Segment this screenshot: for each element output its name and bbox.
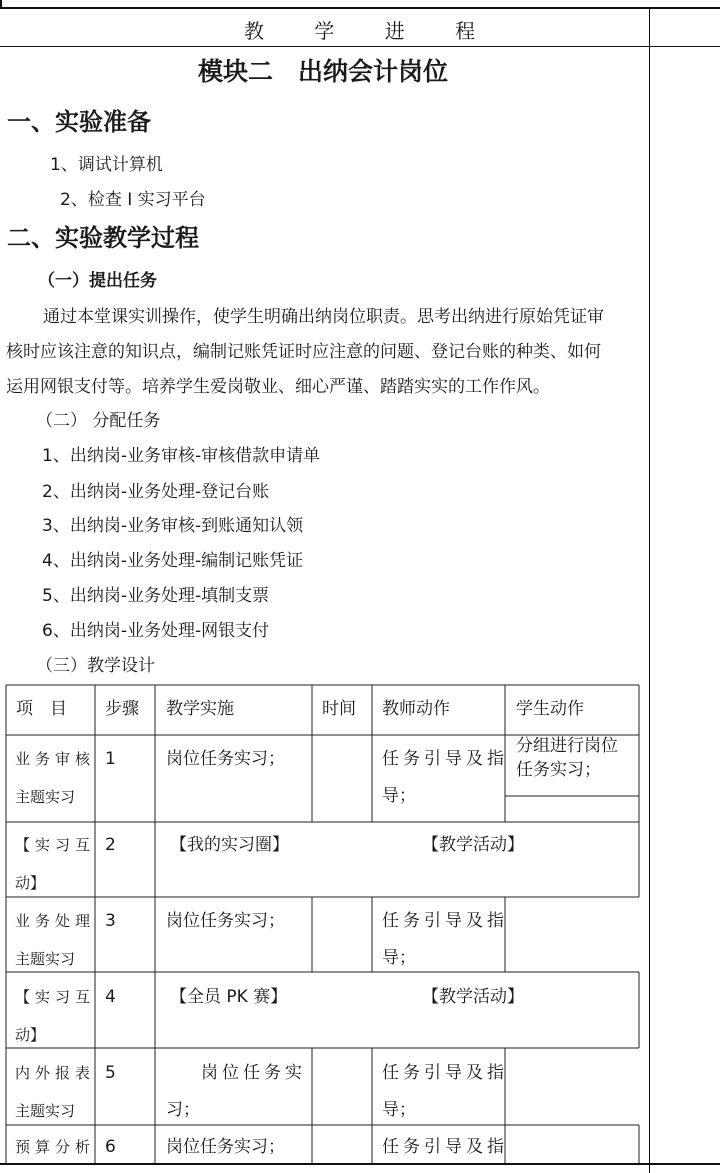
task-item-3: 3、出纳岗-业务审核-到账通知认领: [42, 516, 304, 536]
task-item-1: 1、出纳岗-业务审核-审核借款申请单: [42, 446, 321, 466]
table-row-4-step: 4: [105, 987, 116, 1007]
table-row-6-step: 6: [105, 1137, 116, 1157]
subsection-teaching-design: （三）教学设计: [36, 656, 155, 676]
page-header-title: 教 学 进 程: [244, 19, 498, 43]
table-row-5-implementation-line-2: 习；: [166, 1100, 200, 1120]
table-row-1-teacher-line-1: 任务引导及指: [382, 749, 508, 769]
table-row-1-student-line-2: 任务实习；: [516, 760, 601, 780]
table-row-3-teacher-line-1: 任务引导及指: [382, 911, 508, 931]
table-row-2-item-line-2: 动】: [15, 874, 46, 892]
subsection-assign-task: （二） 分配任务: [36, 411, 161, 431]
table-header-teacher: 教师动作: [382, 699, 450, 719]
table-row-2-step: 2: [105, 835, 116, 855]
table-row-1-item-line-2: 主题实习: [15, 788, 76, 806]
task-item-2: 2、出纳岗-业务处理-登记台账: [42, 482, 270, 502]
table-header-step: 步骤: [105, 699, 139, 719]
task-item-5: 5、出纳岗-业务处理-填制支票: [42, 586, 270, 606]
table-row-3-item-line-2: 主题实习: [15, 950, 76, 968]
subsection-propose-task: （一）提出任务: [38, 271, 157, 291]
table-row-3-step: 3: [105, 911, 116, 931]
table-row-6-implementation: 岗位任务实习；: [166, 1137, 285, 1157]
table-row-4-item-line-2: 动】: [15, 1026, 46, 1044]
table-row-5-teacher-line-1: 任务引导及指: [382, 1063, 508, 1083]
table-header-time: 时间: [322, 699, 356, 719]
task-paragraph-line-1: 通过本堂课实训操作，使学生明确出纳岗位职责。思考出纳进行原始凭证审: [43, 307, 604, 327]
section1-title: 一、实验准备: [7, 108, 151, 136]
table-row-2-item-line-1: 【实习互: [15, 836, 96, 854]
task-item-4: 4、出纳岗-业务处理-编制记账凭证: [42, 551, 304, 571]
table-row-2-implementation: 【我的实习圈】: [170, 835, 289, 855]
task-paragraph-line-2: 核时应该注意的知识点，编制记账凭证时应注意的问题、登记台账的种类、如何: [6, 342, 601, 362]
table-row-6-teacher-line-1: 任务引导及指: [382, 1137, 508, 1157]
task-paragraph-line-3: 运用网银支付等。培养学生爱岗敬业、细心严谨、踏踏实实的工作作风。: [6, 377, 550, 397]
module-title: 模块二 出纳会计岗位: [198, 57, 449, 86]
table-row-5-teacher-line-2: 导；: [382, 1100, 416, 1120]
table-row-1-implementation: 岗位任务实习；: [166, 749, 285, 769]
table-row-1-teacher-line-2: 导；: [382, 786, 416, 806]
table-row-5-item-line-2: 主题实习: [15, 1102, 76, 1120]
table-row-4-merged-activity: 【教学活动】: [422, 987, 524, 1007]
table-row-5-implementation-line-1: 岗位任务实: [201, 1063, 306, 1083]
section2-title: 二、实验教学过程: [7, 224, 199, 252]
table-row-1-student-line-1: 分组进行岗位: [516, 736, 618, 756]
table-row-2-merged-activity: 【教学活动】: [422, 835, 524, 855]
table-header-implementation: 教学实施: [166, 699, 234, 719]
prep-item-1: 1、调试计算机: [50, 155, 163, 175]
table-row-1-step: 1: [105, 749, 116, 769]
table-header-student: 学生动作: [516, 699, 584, 719]
table-row-5-item-line-1: 内外报表: [15, 1064, 96, 1082]
table-row-4-item-line-1: 【实习互: [15, 988, 96, 1006]
table-row-6-item-line-1: 预算分析: [15, 1138, 96, 1156]
table-row-3-implementation: 岗位任务实习；: [166, 911, 285, 931]
task-item-6: 6、出纳岗-业务处理-网银支付: [42, 621, 270, 641]
prep-item-2: 2、检查 I 实习平台: [60, 190, 206, 210]
table-row-5-step: 5: [105, 1063, 116, 1083]
table-row-1-item-line-1: 业务审核: [15, 750, 96, 768]
table-row-3-item-line-1: 业务处理: [15, 912, 96, 930]
table-row-3-teacher-line-2: 导；: [382, 948, 416, 968]
table-header-item: 项 目: [16, 699, 67, 719]
table-row-4-implementation: 【全员 PK 赛】: [170, 987, 288, 1007]
